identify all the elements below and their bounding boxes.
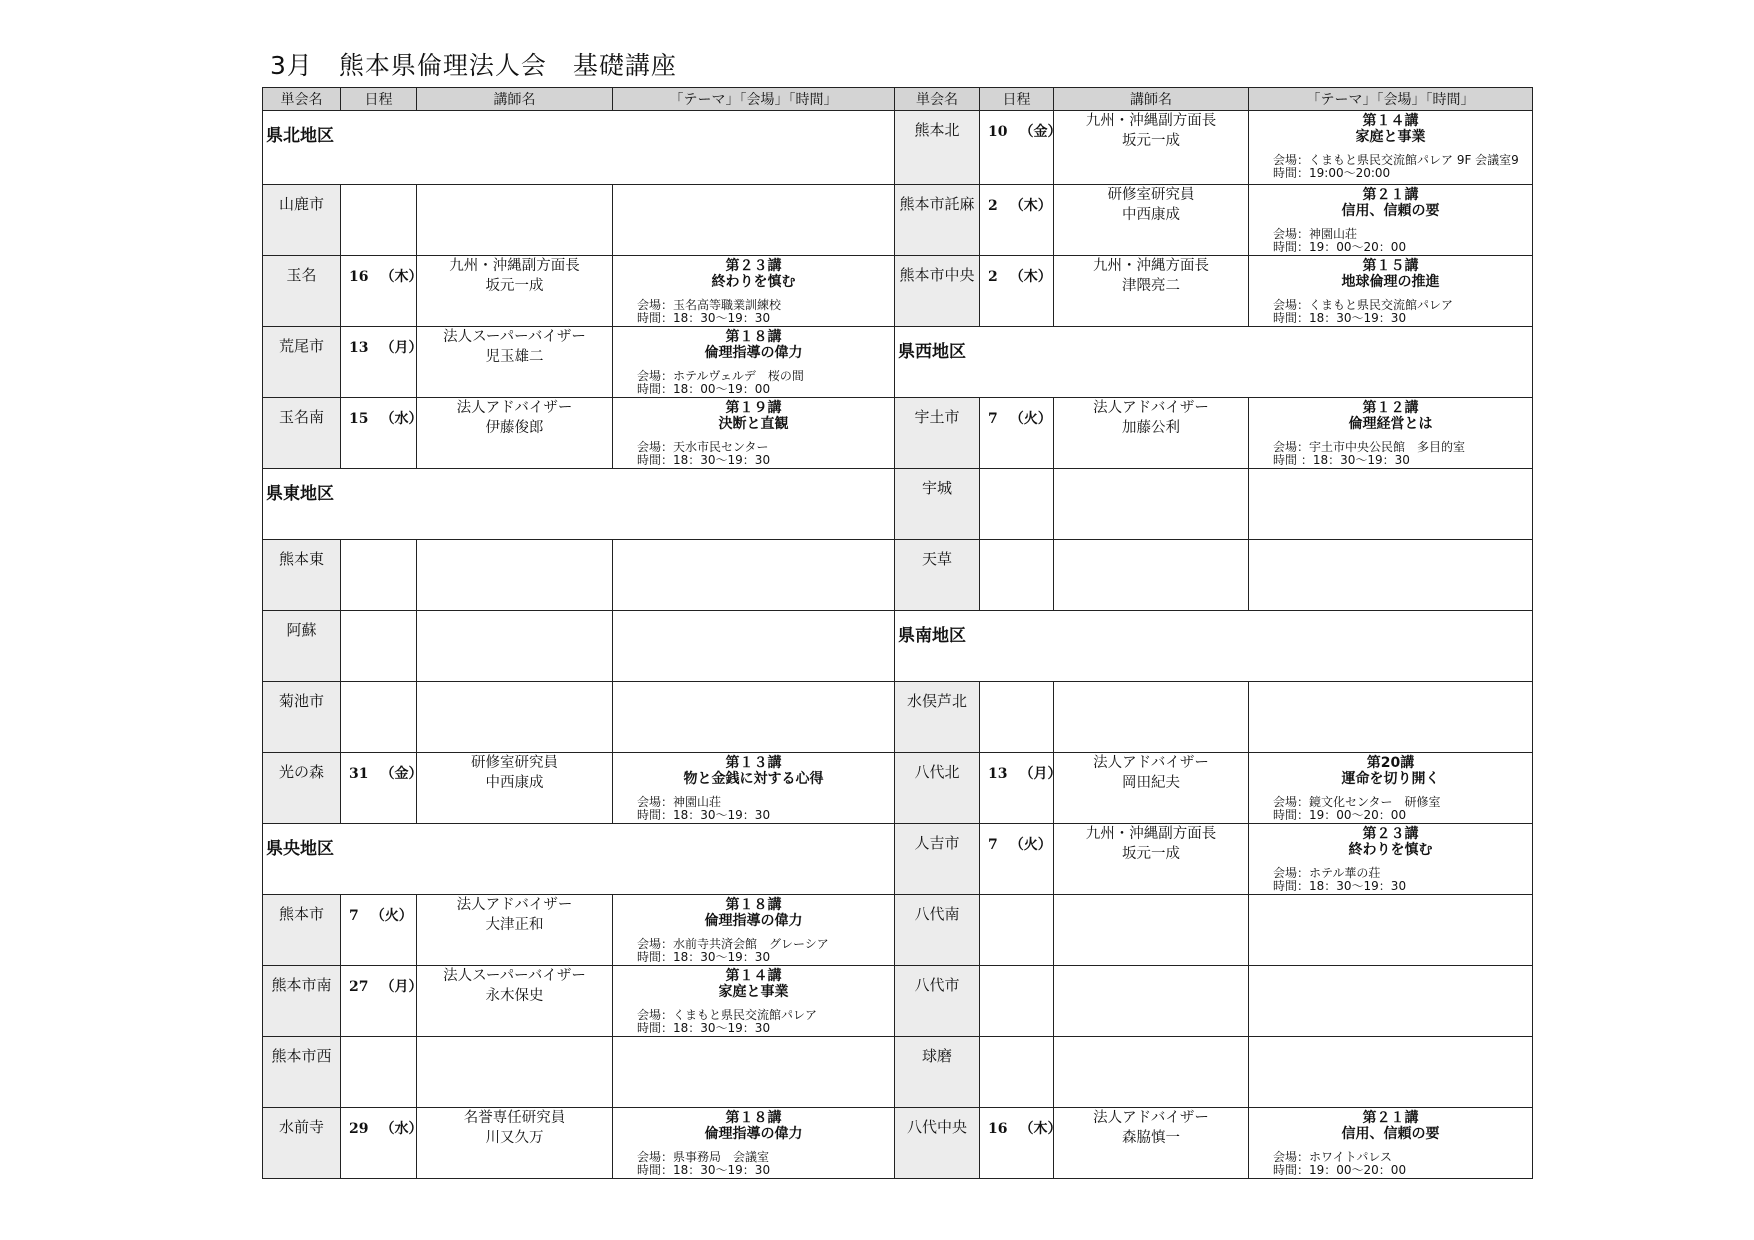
lecture-theme: 信用、信頼の要 — [1341, 203, 1440, 219]
lecturer-role: 研修室研究員 — [1107, 187, 1195, 203]
table-row — [263, 1037, 1533, 1108]
schedule-date — [980, 185, 1054, 256]
lecture-theme: 倫理経営とは — [1348, 416, 1433, 432]
date-weekday: （金） — [380, 766, 423, 782]
region-heading: 県東地区 — [263, 469, 895, 540]
empty-cell — [341, 611, 417, 682]
lecture-theme: 決断と直観 — [718, 416, 789, 432]
chapter-name: 熊本市託麻 — [895, 185, 980, 256]
session-info — [613, 895, 895, 966]
lecture-theme: 倫理指導の偉力 — [704, 913, 803, 929]
schedule-date — [341, 895, 417, 966]
region-heading: 県西地区 — [895, 327, 1533, 398]
lecturer-role: 法人アドバイザー — [456, 400, 573, 416]
empty-cell — [613, 682, 895, 753]
venue: 会場：天水市民センター — [637, 440, 769, 454]
empty-cell — [1054, 540, 1249, 611]
lecture-number: 第１９講 — [725, 400, 782, 416]
lecturer — [417, 895, 613, 966]
empty-cell — [980, 966, 1054, 1037]
schedule-date — [980, 753, 1062, 824]
lecturer-person: 川又久万 — [485, 1130, 544, 1146]
header-theme: 「テーマ」「会場」「時間」 — [613, 88, 895, 111]
chapter-name: 水俣芦北 — [895, 682, 980, 753]
chapter-name: 阿蘇 — [263, 611, 341, 682]
schedule-date — [341, 256, 423, 327]
chapter-name: 荒尾市 — [263, 327, 341, 398]
lecturer-role: 法人アドバイザー — [456, 897, 573, 913]
date-weekday: （木） — [1009, 198, 1052, 214]
empty-cell — [1054, 895, 1249, 966]
lecturer-role: 法人アドバイザー — [1093, 1110, 1209, 1126]
chapter-name: 人吉市 — [895, 824, 980, 895]
date-weekday: （火） — [1009, 411, 1052, 427]
venue: 会場：宇土市中央公民館 多目的室 — [1273, 440, 1466, 454]
lecturer-role: 九州・沖縄副方面長 — [1085, 826, 1217, 842]
chapter-name: 水前寺 — [263, 1108, 341, 1179]
table-row — [263, 753, 1533, 824]
chapter-name: 八代市 — [895, 966, 980, 1037]
chapter-name: 玉名 — [263, 256, 341, 327]
lecture-number: 第２３講 — [725, 258, 782, 274]
date-day: 7 — [988, 411, 998, 427]
lecture-theme: 家庭と事業 — [718, 984, 789, 1000]
lecture-number: 第１２講 — [1362, 400, 1419, 416]
session-info — [1249, 753, 1533, 824]
time: 時間：18：30〜19：30 — [637, 311, 771, 325]
venue: 会場：くまもと県民交流館パレア 9F 会議室9 — [1273, 153, 1519, 167]
chapter-name: 菊池市 — [263, 682, 341, 753]
lecturer-person: 伊藤俊郎 — [485, 420, 544, 436]
lecturer — [1054, 111, 1249, 185]
time: 時間：18：30〜19：30 — [637, 1163, 771, 1177]
chapter-name: 山鹿市 — [263, 185, 341, 256]
lecturer — [417, 753, 613, 824]
session-info — [613, 327, 895, 398]
time: 時間：19：00〜20：00 — [1273, 1163, 1407, 1177]
time: 時間：18：30〜19：30 — [1273, 311, 1407, 325]
table-row — [263, 540, 1533, 611]
date-weekday: （金） — [1019, 124, 1062, 140]
lecturer-person: 児玉雄二 — [485, 349, 544, 365]
lecture-number: 第１３講 — [725, 755, 782, 771]
lecture-theme: 倫理指導の偉力 — [704, 345, 803, 361]
empty-cell — [417, 611, 613, 682]
date-day: 2 — [988, 269, 998, 285]
schedule-date — [341, 327, 423, 398]
session-info — [613, 256, 895, 327]
table-row — [263, 895, 1533, 966]
session-info — [1249, 398, 1533, 469]
empty-cell — [341, 185, 417, 256]
table-row — [263, 469, 1533, 540]
chapter-name: 宇土市 — [895, 398, 980, 469]
schedule-date — [980, 111, 1062, 185]
date-weekday: （火） — [1009, 837, 1052, 853]
empty-cell — [1249, 966, 1533, 1037]
session-info — [1249, 256, 1533, 327]
table-row — [263, 185, 1533, 256]
lecturer — [417, 966, 613, 1037]
region-heading: 県南地区 — [895, 611, 1533, 682]
lecture-theme: 運命を切り開く — [1341, 771, 1440, 787]
date-weekday: （月） — [1019, 766, 1062, 782]
time: 時間：19：00〜20：00 — [1273, 240, 1407, 254]
date-day: 15 — [349, 411, 369, 427]
lecture-number: 第１８講 — [725, 329, 782, 345]
chapter-name: 熊本市南 — [263, 966, 341, 1037]
venue: 会場：くまもと県民交流館パレア — [1273, 298, 1454, 312]
session-info — [613, 753, 895, 824]
chapter-name: 球磨 — [895, 1037, 980, 1108]
venue: 会場：玉名高等職業訓練校 — [637, 298, 782, 312]
chapter-name: 玉名南 — [263, 398, 341, 469]
lecturer-person: 永木保史 — [485, 988, 544, 1004]
chapter-name: 天草 — [895, 540, 980, 611]
lecturer — [417, 1108, 613, 1179]
lecturer-role: 法人アドバイザー — [1093, 400, 1209, 416]
empty-cell — [417, 682, 613, 753]
schedule-date — [341, 753, 423, 824]
table-row — [263, 111, 1533, 185]
chapter-name: 八代南 — [895, 895, 980, 966]
lecture-theme: 倫理指導の偉力 — [704, 1126, 803, 1142]
date-day: 13 — [349, 340, 369, 356]
lecture-number: 第１８講 — [725, 897, 782, 913]
empty-cell — [1054, 966, 1249, 1037]
session-info — [1249, 185, 1533, 256]
table-row — [263, 611, 1533, 682]
empty-cell — [1054, 1037, 1249, 1108]
time: 時間：18：30〜19：30 — [637, 453, 771, 467]
lecturer-person: 中西康成 — [485, 775, 544, 791]
lecturer-role: 法人スーパーバイザー — [443, 968, 586, 984]
empty-cell — [980, 469, 1054, 540]
chapter-name: 熊本東 — [263, 540, 341, 611]
date-day: 7 — [349, 908, 359, 924]
empty-cell — [1249, 540, 1533, 611]
lecturer-role: 法人スーパーバイザー — [443, 329, 586, 345]
lecturer-person: 加藤公利 — [1122, 420, 1180, 436]
empty-cell — [613, 540, 895, 611]
schedule-date — [980, 256, 1054, 327]
empty-cell — [980, 682, 1054, 753]
date-day: 31 — [349, 766, 369, 782]
venue: 会場：ホワイトパレス — [1273, 1150, 1393, 1164]
lecture-theme: 終わりを慎む — [711, 274, 796, 290]
lecture-number: 第２１講 — [1362, 1110, 1419, 1126]
chapter-name: 熊本市 — [263, 895, 341, 966]
time: 時間：19:00〜20:00 — [1273, 166, 1391, 180]
lecturer-role: 九州・沖縄方面長 — [1093, 258, 1209, 274]
empty-cell — [613, 611, 895, 682]
header-lecturer: 講師名 — [417, 88, 613, 111]
region-heading: 県北地区 — [263, 111, 895, 185]
empty-cell — [1249, 682, 1533, 753]
empty-cell — [341, 1037, 417, 1108]
lecturer — [1054, 185, 1249, 256]
lecture-theme: 家庭と事業 — [1355, 129, 1426, 145]
lecture-theme: 信用、信頼の要 — [1341, 1126, 1440, 1142]
empty-cell — [417, 1037, 613, 1108]
lecture-number: 第２３講 — [1362, 826, 1419, 842]
date-day: 16 — [349, 269, 369, 285]
venue: 会場：鏡文化センター 研修室 — [1273, 795, 1441, 809]
date-day: 16 — [988, 1121, 1008, 1137]
chapter-name: 熊本北 — [895, 111, 980, 185]
lecture-theme: 地球倫理の推進 — [1341, 274, 1440, 290]
chapter-name: 宇城 — [895, 469, 980, 540]
empty-cell — [1249, 1037, 1533, 1108]
schedule-date — [980, 1108, 1062, 1179]
lecturer — [1054, 1108, 1249, 1179]
chapter-name: 八代中央 — [895, 1108, 980, 1179]
lecturer — [1054, 398, 1249, 469]
header-date: 日程 — [341, 88, 417, 111]
date-day: 13 — [988, 766, 1008, 782]
lecturer-role: 名誉専任研究員 — [463, 1110, 566, 1126]
lecturer — [417, 398, 613, 469]
header-date: 日程 — [980, 88, 1054, 111]
header-name: 単会名 — [263, 88, 341, 111]
lecturer-person: 坂元一成 — [1122, 133, 1180, 149]
lecture-number: 第１８講 — [725, 1110, 782, 1126]
header-name: 単会名 — [895, 88, 980, 111]
date-day: 10 — [988, 124, 1008, 140]
lecture-number: 第20講 — [1366, 755, 1415, 771]
lecturer-role: 九州・沖縄副方面長 — [1085, 113, 1217, 129]
table-row — [263, 682, 1533, 753]
chapter-name: 光の森 — [263, 753, 341, 824]
venue: 会場：神園山荘 — [1273, 227, 1358, 241]
header-lecturer: 講師名 — [1054, 88, 1249, 111]
table-row — [263, 256, 1533, 327]
lecturer-role: 研修室研究員 — [471, 755, 558, 771]
time: 時間：18：30〜19：30 — [1273, 879, 1407, 893]
time: 時間：18：30〜19：30 — [637, 1021, 771, 1035]
lecturer-person: 津隈亮二 — [1122, 278, 1180, 294]
date-weekday: （木） — [380, 269, 423, 285]
session-info — [1249, 1108, 1533, 1179]
empty-cell — [980, 895, 1054, 966]
lecture-number: 第１４講 — [1362, 113, 1419, 129]
empty-cell — [1249, 469, 1533, 540]
lecturer-person: 岡田紀夫 — [1122, 775, 1180, 791]
venue: 会場：水前寺共済会館 グレーシア — [637, 937, 829, 951]
date-day: 7 — [988, 837, 998, 853]
lecture-theme: 物と金銭に対する心得 — [683, 771, 824, 787]
time: 時間 ：18：30〜19：30 — [1273, 453, 1410, 467]
chapter-name: 熊本市中央 — [895, 256, 980, 327]
date-weekday: （月） — [380, 979, 423, 995]
lecture-number: 第１５講 — [1362, 258, 1419, 274]
chapter-name: 熊本市西 — [263, 1037, 341, 1108]
empty-cell — [341, 540, 417, 611]
empty-cell — [613, 1037, 895, 1108]
session-info — [1249, 824, 1533, 895]
session-info — [613, 1108, 895, 1179]
empty-cell — [1054, 682, 1249, 753]
schedule-date — [341, 1108, 423, 1179]
venue: 会場：神園山荘 — [637, 795, 722, 809]
empty-cell — [341, 682, 417, 753]
lecturer-person: 坂元一成 — [485, 278, 544, 294]
empty-cell — [1054, 469, 1249, 540]
lecturer-person: 坂元一成 — [1122, 846, 1180, 862]
lecturer — [417, 256, 613, 327]
empty-cell — [1249, 895, 1533, 966]
schedule-date — [341, 398, 423, 469]
session-info — [613, 398, 895, 469]
venue: 会場：くまもと県民交流館パレア — [637, 1008, 818, 1022]
page-title: 3月 熊本県倫理法人会 基礎講座 — [270, 51, 677, 80]
lecturer-person: 森脇慎一 — [1122, 1130, 1180, 1146]
date-weekday: （火） — [370, 908, 413, 924]
table-header-row — [263, 88, 1533, 111]
time: 時間：19：00〜20：00 — [1273, 808, 1407, 822]
region-heading: 県央地区 — [263, 824, 895, 895]
venue: 会場：ホテルヴェルデ 桜の間 — [637, 369, 804, 383]
lecturer-person: 中西康成 — [1122, 207, 1180, 223]
schedule-date — [341, 966, 423, 1037]
session-info — [1249, 111, 1533, 185]
lecturer — [1054, 824, 1249, 895]
lecturer — [1054, 753, 1249, 824]
schedule-date — [980, 824, 1054, 895]
lecture-theme: 終わりを慎む — [1348, 842, 1433, 858]
date-weekday: （水） — [380, 1121, 423, 1137]
date-day: 2 — [988, 198, 998, 214]
lecturer — [417, 327, 613, 398]
schedule-date — [980, 398, 1054, 469]
date-weekday: （月） — [380, 340, 423, 356]
empty-cell — [417, 185, 613, 256]
time: 時間：18：30〜19：30 — [637, 808, 771, 822]
venue: 会場：県事務局 会議室 — [637, 1150, 770, 1164]
time: 時間：18：30〜19：30 — [637, 950, 771, 964]
lecture-number: 第２１講 — [1362, 187, 1419, 203]
table-row — [263, 966, 1533, 1037]
chapter-name: 八代北 — [895, 753, 980, 824]
empty-cell — [980, 540, 1054, 611]
table-row — [263, 327, 1533, 398]
time: 時間：18：00〜19：00 — [637, 382, 771, 396]
venue: 会場：ホテル華の荘 — [1273, 866, 1381, 880]
empty-cell — [980, 1037, 1054, 1108]
lecturer — [1054, 256, 1249, 327]
lecturer-role: 九州・沖縄副方面長 — [449, 258, 580, 274]
lecture-number: 第１４講 — [725, 968, 782, 984]
schedule-table — [262, 87, 1533, 1179]
header-theme: 「テーマ」「会場」「時間」 — [1249, 88, 1533, 111]
date-weekday: （木） — [1009, 269, 1052, 285]
date-weekday: （水） — [380, 411, 423, 427]
empty-cell — [417, 540, 613, 611]
lecturer-person: 大津正和 — [485, 917, 544, 933]
date-day: 29 — [349, 1121, 369, 1137]
empty-cell — [613, 185, 895, 256]
session-info — [613, 966, 895, 1037]
table-row — [263, 824, 1533, 895]
date-day: 27 — [349, 979, 369, 995]
table-row — [263, 398, 1533, 469]
lecturer-role: 法人アドバイザー — [1093, 755, 1209, 771]
table-row — [263, 1108, 1533, 1179]
date-weekday: （木） — [1019, 1121, 1062, 1137]
